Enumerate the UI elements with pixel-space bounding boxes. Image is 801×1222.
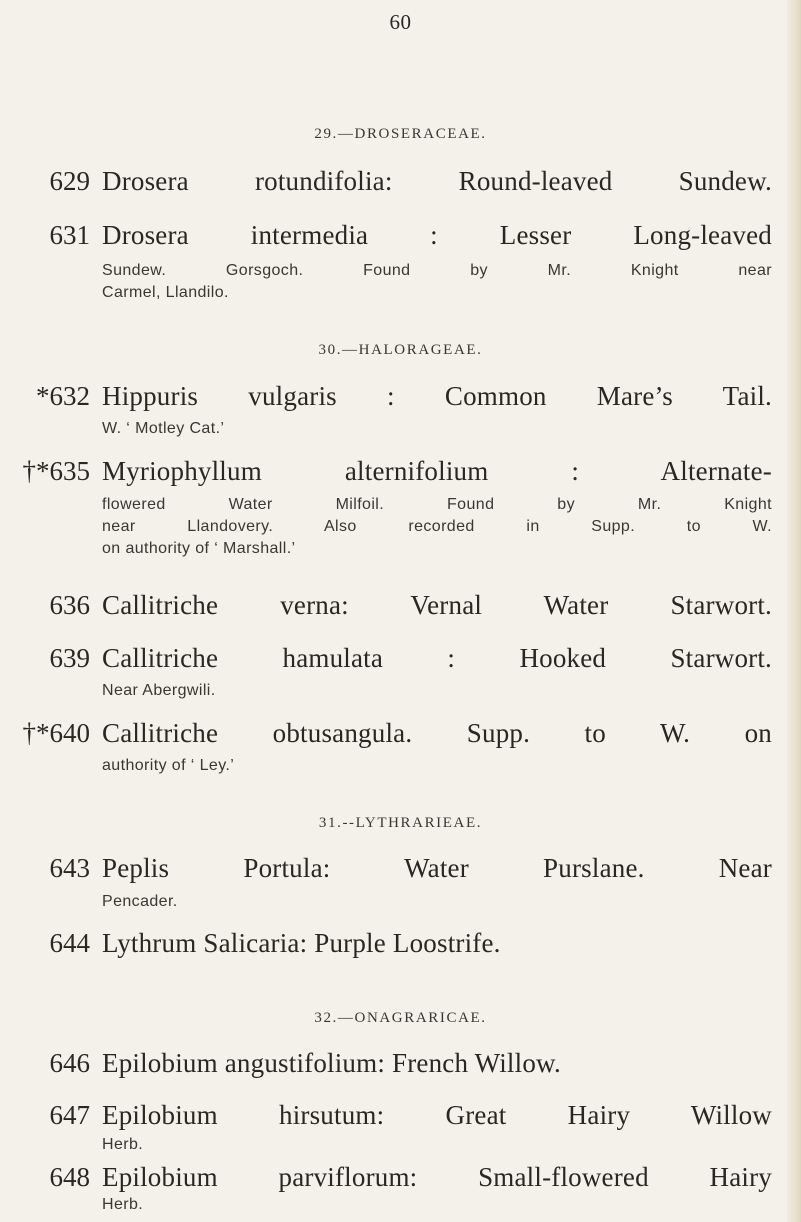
entry-number: 647 <box>49 1100 90 1130</box>
species-name: Peplis Portula: Water Purslane. Near <box>102 853 772 883</box>
entry-number: 643 <box>49 853 90 883</box>
species-note: W. ‘ Motley Cat.’ <box>102 420 225 437</box>
entry-number: 648 <box>49 1162 90 1192</box>
entry-number: †*640 <box>22 718 90 748</box>
page-edge-shadow <box>787 0 801 1222</box>
entry-number: 631 <box>49 220 90 250</box>
species-name: Epilobium angustifolium: French Willow. <box>102 1048 561 1078</box>
species-note: Sundew. Gorsgoch. Found by Mr. Knight near <box>102 262 772 279</box>
section-heading-onagraricae: 32.—ONAGRARICAE. <box>314 1010 487 1026</box>
species-note: Herb. <box>102 1136 144 1153</box>
species-note: Pencader. <box>102 893 178 910</box>
species-note: Near Abergwili. <box>102 682 216 699</box>
entry-number: 629 <box>49 166 90 196</box>
entry-number: *632 <box>36 381 90 411</box>
section-heading-droseraceae: 29.—DROSERACEAE. <box>314 126 487 142</box>
species-name: Callitriche hamulata : Hooked Starwort. <box>102 643 772 673</box>
species-name: Drosera intermedia : Lesser Long-leaved <box>102 220 772 250</box>
species-note: near Llandovery. Also recorded in Supp. to W. <box>102 518 772 535</box>
species-note: authority of ‘ Ley.’ <box>102 757 235 774</box>
entry-number: 646 <box>49 1048 90 1078</box>
species-name: Hippuris vulgaris : Common Mare’s Tail. <box>102 381 772 411</box>
species-name: Lythrum Salicaria: Purple Loostrife. <box>102 928 501 958</box>
species-note: Carmel, Llandilo. <box>102 284 229 301</box>
entry-number: 644 <box>49 928 90 958</box>
species-name: Callitriche verna: Vernal Water Starwort. <box>102 590 772 620</box>
section-heading-haloragaceae: 30.—HALORAGEAE. <box>318 342 483 358</box>
species-name: Epilobium parviflorum: Small-flowered Hairy <box>102 1162 772 1192</box>
entry-number: 639 <box>49 643 90 673</box>
species-note: Herb. <box>102 1196 144 1213</box>
species-name: Epilobium hirsutum: Great Hairy Willow <box>102 1100 772 1130</box>
species-name: Myriophyllum alternifolium : Alternate- <box>102 456 772 486</box>
entry-number: 636 <box>49 590 90 620</box>
species-note: flowered Water Milfoil. Found by Mr. Knight <box>102 496 772 513</box>
entry-number: †*635 <box>22 456 90 486</box>
section-heading-lythrarieae: 31.--LYTHRARIEAE. <box>318 815 483 831</box>
species-name: Callitriche obtusangula. Supp. to W. on <box>102 718 772 748</box>
page-number: 60 <box>389 10 412 34</box>
species-note: on authority of ‘ Marshall.’ <box>102 540 296 557</box>
species-name: Drosera rotundifolia: Round-leaved Sundew. <box>102 166 772 196</box>
